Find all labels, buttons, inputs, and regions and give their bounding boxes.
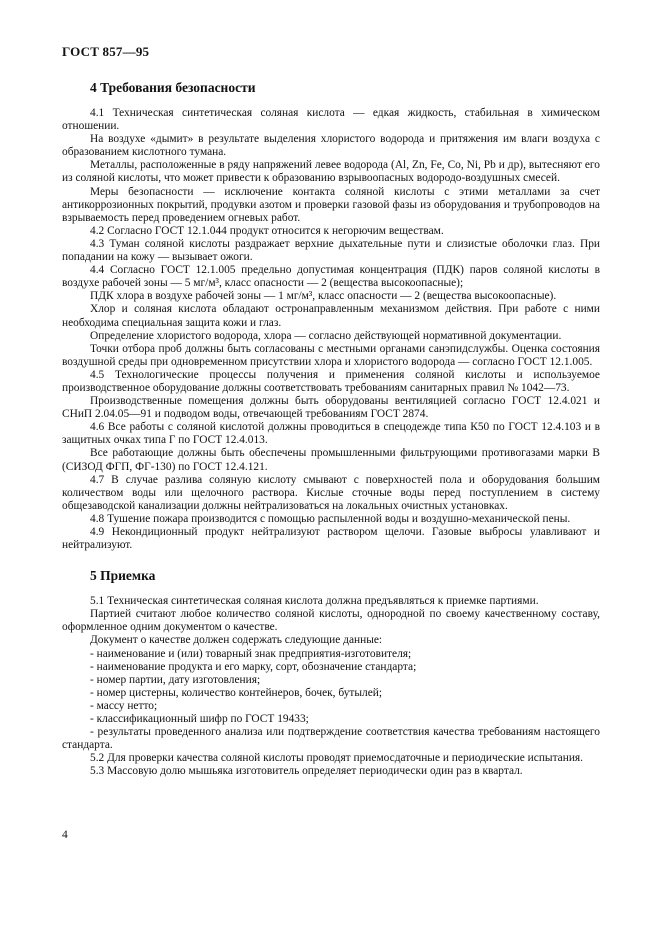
- paragraph: ПДК хлора в воздухе рабочей зоны — 1 мг/м³, класс опасности — 2 (вещества высокоопасные).: [90, 290, 557, 303]
- paragraph-4-8: 4.8 Тушение пожара производится с помощью распыленной воды и воздушно-механической пены.: [90, 512, 571, 525]
- section-4-title: 4 Требования безопасности: [90, 80, 256, 95]
- section-5-title: 5 Приемка: [90, 568, 156, 584]
- paragraph-5-3: 5.3 Массовую долю мышьяка изготовитель определяет периодически один раз в квартал.: [90, 765, 523, 778]
- paragraph-4-9: 4.9 Некондиционный продукт нейтрализуют раствором щелочи. Газовые выбросы улавливают и нейтрализуют.: [62, 526, 600, 552]
- paragraph-4-6: 4.6 Все работы с соляной кислотой должны проводиться в спецодежде типа К50 по ГОСТ 12.4.103 и в защитных очках типа Г по ГОСТ 12.4.013.: [62, 421, 600, 447]
- list-item: - номер партии, дату изготовления;: [90, 673, 261, 686]
- list-item-results: - результаты проведенного анализа или подтверждение соответствия качества требованиям настоящего стандарта.: [62, 726, 600, 752]
- paragraph-4-1: 4.1 Техническая синтетическая соляная кислота — едкая жидкость, стабильная в химическом отношении.: [62, 107, 600, 133]
- paragraph: Точки отбора проб должны быть согласованы с местными органами санэпидслужбы. Оценка состояния воздушной среды при одновременном присутствии хлора и хлористого водорода — согласно ГОСТ 12.1.005.: [62, 342, 600, 368]
- paragraph-5-2: 5.2 Для проверки качества соляной кислоты проводят приемосдаточные и периодические испытания.: [90, 752, 584, 765]
- paragraph-5-1: 5.1 Техническая синтетическая соляная кислота должна предъявляться к приемке партиями.: [90, 595, 539, 608]
- paragraph-4-7: 4.7 В случае разлива соляную кислоту смывают с поверхностей пола и оборудования большим количеством воды или щелочного раствора. Кислые сточные воды перед поступлением в систему общезаводской канализации должны нейтрализоваться на локальных очистных установках.: [62, 473, 600, 512]
- document-header: ГОСТ 857—95: [62, 44, 150, 59]
- list-item: - номер цистерны, количество контейнеров, бочек, бутылей;: [90, 686, 383, 699]
- paragraph: Хлор и соляная кислота обладают остронаправленным механизмом действия. При работе с ними необходима специальная защита кожи и глаз.: [62, 303, 600, 329]
- paragraph: Меры безопасности — исключение контакта соляной кислоты с этими металлами за счет антикоррозионных покрытий, продувки азотом и проверки газовой фазы из оборудования и трубопроводов на взрываемость перед проведением огневых работ.: [62, 185, 600, 224]
- paragraph: Партией считают любое количество соляной кислоты, однородной по своему качественному составу, оформленное одним документом о качестве.: [62, 608, 600, 634]
- paragraph: Документ о качестве должен содержать следующие данные:: [90, 634, 383, 647]
- paragraph: Производственные помещения должны быть оборудованы вентиляцией согласно ГОСТ 12.4.021 и СНиП 2.04.05—91 и подводом воды, отвечающей требованиям ГОСТ 2874.: [62, 395, 600, 421]
- paragraph-4-3: 4.3 Туман соляной кислоты раздражает верхние дыхательные пути и слизистые оболочки глаз. При попадании на кожу — вызывает ожоги.: [62, 237, 600, 264]
- document-body: [62, 80, 600, 779]
- list-item: - классификационный шифр по ГОСТ 19433;: [90, 713, 309, 726]
- paragraph: Металлы, расположенные в ряду напряжений левее водорода (Al, Zn, Fe, Co, Ni, Pb и др), вытесняют его из соляной кислоты, что может привести к образованию взрывоопасных водородо-воздушных смесей.: [62, 159, 600, 185]
- paragraph-4-2: 4.2 Согласно ГОСТ 12.1.044 продукт относится к негорючим веществам.: [90, 224, 444, 237]
- paragraph-4-4: 4.4 Согласно ГОСТ 12.1.005 предельно допустимая концентрация (ПДК) паров соляной кислоты в воздухе рабочей зоны — 5 мг/м³, класс опасности — 2 (вещества высокоопасные);: [62, 264, 600, 290]
- paragraph-4-5: 4.5 Технологические процессы получения и применения соляной кислоты и используемое производственное оборудование должны соответствовать требованиям санитарных правил № 1042—73.: [62, 368, 600, 394]
- list-item: - массу нетто;: [90, 699, 158, 712]
- paragraph: Определение хлористого водорода, хлора — согласно действующей нормативной документации.: [90, 329, 562, 342]
- page-number: 4: [62, 829, 68, 841]
- paragraph: Все работающие должны быть обеспечены промышленными фильтрующими противогазами марки В (СИЗОД ФГП, ФГ-130) по ГОСТ 12.4.121.: [62, 447, 600, 473]
- paragraph: На воздухе «дымит» в результате выделения хлористого водорода и притяжения им влаги воздуха с образованием кислотного тумана.: [62, 133, 600, 159]
- list-item: - наименование и (или) товарный знак предприятия-изготовителя;: [90, 647, 412, 660]
- list-item: - наименование продукта и его марку, сорт, обозначение стандарта;: [90, 660, 417, 673]
